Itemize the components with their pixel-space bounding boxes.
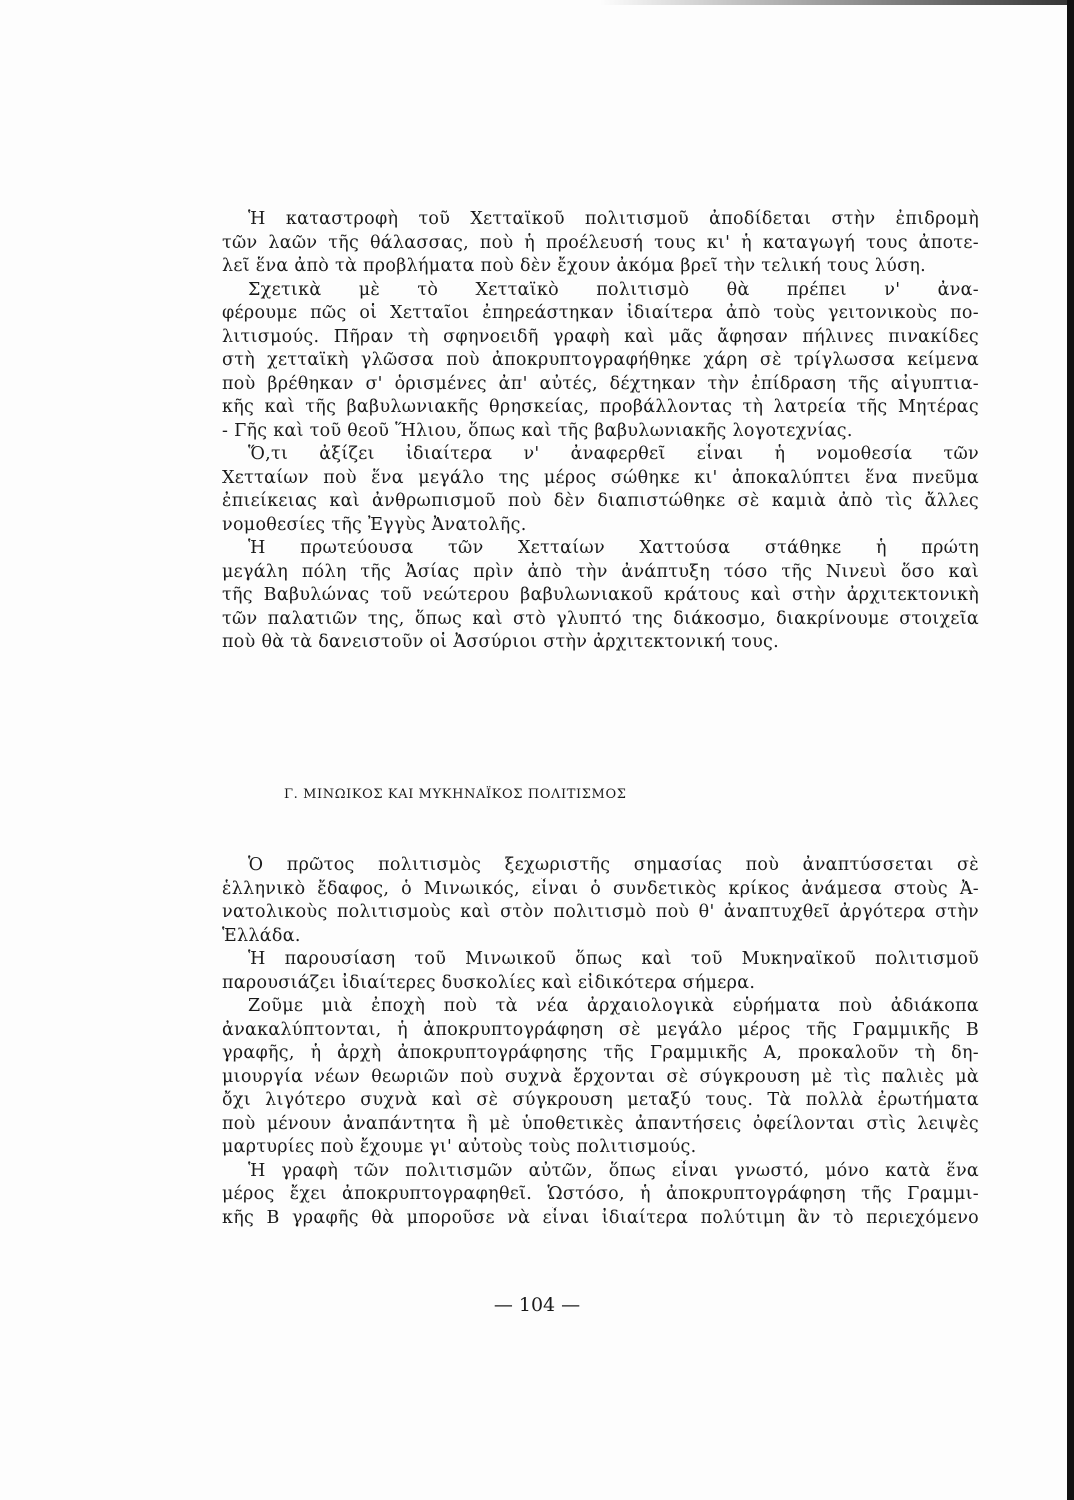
text-line: νατολικοὺς πολιτισμοὺς καὶ στὸν πολιτισμὸ ποὺ θ' ἀναπτυχθεῖ ἀργότερα στὴν xyxy=(222,902,979,922)
text-line: ἀνακαλύπτονται, ἡ ἀποκρυπτογράφηση σὲ μεγάλο μέρος τῆς Γραμμικῆς Β xyxy=(222,1019,979,1040)
text-line: μεγάλη πόλη τῆς Ἀσίας πρὶν ἀπὸ τὴν ἀνάπτυξη τόσο τῆς Νινευὶ ὅσο καὶ xyxy=(222,561,979,582)
scan-edge-right xyxy=(1067,0,1074,1500)
page-number: — 104 — xyxy=(493,1294,581,1316)
text-line: τῆς Βαβυλώνας τοῦ νεώτερου βαβυλωνιακοῦ κράτους καὶ στὴν ἀρχιτεκτονικὴ xyxy=(222,585,979,605)
text-line: τῶν παλατιῶν της, ὅπως καὶ στὸ γλυπτό της διάκοσμο, διακρίνουμε στοιχεῖα xyxy=(222,608,979,629)
text-line: γραφῆς, ἡ ἀρχὴ ἀποκρυπτογράφησης τῆς Γραμμικῆς Α, προκαλοῦν τὴ δη- xyxy=(222,1043,979,1063)
text-line: τῶν λαῶν τῆς θάλασσας, ποὺ ἡ προέλευσή τους κι' ἡ καταγωγή τους ἀποτε- xyxy=(222,232,979,253)
section-heading: Γ. ΜΙΝΩΙΚΟΣ ΚΑΙ ΜΥΚΗΝΑΪΚΟΣ ΠΟΛΙΤΙΣΜΟΣ xyxy=(284,787,627,802)
paragraph-block-hittite xyxy=(222,208,979,655)
text-line: φέρουμε πῶς οἱ Χετταῖοι ἐπηρεάστηκαν ἰδιαίτερα ἀπὸ τοὺς γειτονικοὺς πο- xyxy=(222,303,979,323)
text-line: κῆς καὶ τῆς βαβυλωνιακῆς θρησκείας, προβάλλοντας τὴ λατρεία τῆς Μητέρας xyxy=(222,397,979,417)
text-line: ποὺ θὰ τὰ δανειστοῦν οἱ Ἀσσύριοι στὴν ἀρχιτεκτονική τους. xyxy=(222,632,779,652)
text-line: Χετταίων ποὺ ἕνα μεγάλο της μέρος σώθηκε κι' ἀποκαλύπτει ἕνα πνεῦμα xyxy=(222,467,979,488)
text-line: μέρος ἔχει ἀποκρυπτογραφηθεῖ. Ὡστόσο, ἡ ἀποκρυπτογράφηση τῆς Γραμμι- xyxy=(222,1184,979,1204)
text-line: Ἑλλάδα. xyxy=(222,925,301,946)
text-line: νομοθεσίες τῆς Ἐγγὺς Ἀνατολῆς. xyxy=(222,514,527,535)
text-line: κῆς Β γραφῆς θὰ μποροῦσε νὰ εἶναι ἰδιαίτερα πολύτιμη ἂν τὸ περιεχόμενο xyxy=(222,1207,979,1228)
text-line: παρουσιάζει ἰδιαίτερες δυσκολίες καὶ εἰδικότερα σήμερα. xyxy=(222,972,756,993)
text-line: Ἡ καταστροφὴ τοῦ Χετταϊκοῦ πολιτισμοῦ ἀποδίδεται στὴν ἐπιδρομὴ xyxy=(248,209,979,229)
text-line: μιουργία νέων θεωριῶν ποὺ συχνὰ ἔρχονται σὲ σύγκρουση μὲ τὶς παλιὲς μὰ xyxy=(222,1066,979,1087)
text-line: Ἡ παρουσίαση τοῦ Μινωικοῦ ὅπως καὶ τοῦ Μυκηναϊκοῦ πολιτισμοῦ xyxy=(248,949,979,969)
text-line: ἐπιείκειας καὶ ἀνθρωπισμοῦ ποὺ δὲν διαπιστώθηκε σὲ καμιὰ ἀπὸ τὶς ἄλλες xyxy=(222,491,979,511)
text-line: λιτισμούς. Πῆραν τὴ σφηνοειδῆ γραφὴ καὶ μᾶς ἄφησαν πήλινες πινακίδες xyxy=(222,326,979,347)
text-line: Ἡ πρωτεύουσα τῶν Χετταίων Χαττούσα στάθηκε ἡ πρώτη xyxy=(248,538,979,558)
text-line: Ζοῦμε μιὰ ἐποχὴ ποὺ τὰ νέα ἀρχαιολογικὰ εὑρήματα ποὺ ἀδιάκοπα xyxy=(248,996,979,1016)
text-line: μαρτυρίες ποὺ ἔχουμε γι' αὐτοὺς τοὺς πολιτισμούς. xyxy=(222,1137,697,1157)
text-line: στὴ χετταϊκὴ γλῶσσα ποὺ ἀποκρυπτογραφήθηκε χάρη σὲ τρίγλωσσα κείμενα xyxy=(222,350,979,370)
text-line: λεῖ ἕνα ἀπὸ τὰ προβλήματα ποὺ δὲν ἔχουν ἀκόμα βρεῖ τὴν τελική τους λύση. xyxy=(222,256,927,276)
paragraph-block-minoan xyxy=(222,854,979,1230)
scan-edge-top xyxy=(600,0,1074,5)
text-line: - Γῆς καὶ τοῦ θεοῦ Ἥλιου, ὅπως καὶ τῆς βαβυλωνιακῆς λογοτεχνίας. xyxy=(222,420,853,441)
text-line: ὄχι λιγότερο συχνὰ καὶ σὲ σύγκρουση μεταξύ τους. Τὰ πολλὰ ἐρωτήματα xyxy=(222,1090,979,1110)
text-line: Ἡ γραφὴ τῶν πολιτισμῶν αὐτῶν, ὅπως εἶναι γνωστό, μόνο κατὰ ἕνα xyxy=(248,1160,979,1181)
text-line: ποὺ βρέθηκαν σ' ὁρισμένες ἀπ' αὐτές, δέχτηκαν τὴν ἐπίδραση τῆς αἰγυπτια- xyxy=(222,373,979,394)
text-line: ποὺ μένουν ἀναπάντητα ἢ μὲ ὑποθετικὲς ἀπαντήσεις ὀφείλονται στὶς λειψὲς xyxy=(222,1113,979,1134)
text-line: ἑλληνικὸ ἔδαφος, ὁ Μινωικός, εἶναι ὁ συνδετικὸς κρίκος ἀνάμεσα στοὺς Ἀ- xyxy=(222,878,979,899)
text-line: Ὁ πρῶτος πολιτισμὸς ξεχωριστῆς σημασίας ποὺ ἀναπτύσσεται σὲ xyxy=(248,855,979,875)
text-line: Ὅ,τι ἀξίζει ἰδιαίτερα ν' ἀναφερθεῖ εἶναι ἡ νομοθεσία τῶν xyxy=(248,444,979,464)
text-line: Σχετικὰ μὲ τὸ Χετταϊκὸ πολιτισμὸ θὰ πρέπει ν' ἀνα- xyxy=(248,279,979,300)
